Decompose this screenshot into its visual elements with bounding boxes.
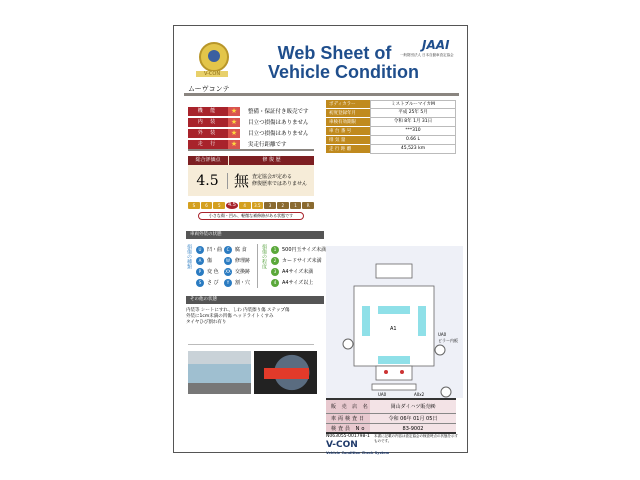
damage-size-text: 500円玉サイズ未満 bbox=[282, 247, 327, 253]
spec-value: ***310 bbox=[370, 127, 456, 136]
title-line-2: Vehicle Condition bbox=[268, 62, 420, 82]
scale-step: 2 bbox=[277, 202, 289, 209]
jaai-logo: JAAI bbox=[422, 38, 450, 52]
scale-step: 4 bbox=[239, 202, 251, 209]
star-icon: ★ bbox=[228, 107, 240, 116]
other-condition-line: 外装に1cm未満の凹傷 ヘッドライトくすみ bbox=[186, 314, 274, 319]
damage-type-item bbox=[196, 266, 224, 277]
divider bbox=[188, 149, 314, 151]
disclaimer: 本書に記載の内容は査定協会の検査時点の状態を示すものです。 bbox=[374, 434, 458, 443]
vcon-brand: V-CON bbox=[326, 440, 358, 450]
grade-text: 実走行距離です bbox=[248, 142, 287, 148]
dealer-value: 83-9002 bbox=[370, 424, 456, 432]
org-subtitle: 一般財団法人 日本自動車査定協会 bbox=[400, 53, 454, 57]
condition-sheet bbox=[173, 25, 468, 453]
scale-step: 3 bbox=[264, 202, 276, 209]
damage-type-text: 修理跡 bbox=[235, 258, 251, 264]
damage-code-icon: XX bbox=[225, 268, 231, 274]
page-title bbox=[250, 44, 419, 82]
spec-label: 車検有効期限 bbox=[326, 118, 370, 127]
damage-label: ピラー内板 bbox=[438, 338, 458, 343]
size-code-icon: 2 bbox=[271, 257, 279, 265]
damage-size-label: 損傷の程度 bbox=[261, 244, 267, 269]
damage-type-text: 交換跡 bbox=[235, 269, 251, 275]
spec-value: 令和 8年 1月 31日 bbox=[370, 118, 456, 127]
damage-type-item bbox=[196, 277, 224, 288]
damage-type-item bbox=[224, 255, 254, 266]
damage-type-item bbox=[196, 255, 224, 266]
spec-value: ミストブルーマイカM bbox=[370, 100, 456, 109]
damage-size-item bbox=[271, 244, 326, 255]
other-title: その他の状態 bbox=[186, 296, 324, 304]
scale-step: R bbox=[302, 202, 314, 209]
damage-code-icon: P bbox=[196, 268, 204, 276]
other-condition-line: タイヤひび割れ有り bbox=[186, 320, 227, 325]
spec-row bbox=[326, 100, 456, 109]
grade-label: 機 能 bbox=[188, 107, 228, 116]
scale-step: S bbox=[188, 202, 200, 209]
dealer-label: 販 売 店 名 bbox=[326, 400, 370, 413]
spec-value: 0.66 L bbox=[370, 136, 456, 145]
grade-row bbox=[188, 139, 314, 149]
repair-text: 修復歴車ではありません bbox=[252, 180, 308, 187]
damage-type-text: 傷 bbox=[207, 258, 213, 264]
grade-row bbox=[188, 106, 314, 116]
size-code-icon: 1 bbox=[271, 246, 279, 254]
damage-type-text: さ び bbox=[207, 280, 219, 286]
star-icon: ★ bbox=[228, 118, 240, 127]
scale-step: 5 bbox=[213, 202, 225, 209]
spec-value: 45,523 km bbox=[370, 145, 456, 154]
damage-code-icon: Y bbox=[224, 279, 232, 287]
damage-type-text: 割・穴 bbox=[235, 280, 251, 286]
dealer-label: 車両検査日 bbox=[326, 414, 370, 423]
damage-code-icon: W bbox=[224, 257, 232, 265]
score-value: 4.5 bbox=[188, 173, 228, 189]
damage-type-item bbox=[224, 277, 254, 288]
damage-type-item bbox=[196, 244, 224, 255]
damage-size-text: カードサイズ未満 bbox=[282, 258, 322, 264]
vehicle-outline-diagram bbox=[326, 246, 463, 398]
repair-mark: 無 bbox=[234, 172, 250, 190]
other-condition-line: 内装等 シートにすれ、しわ 内装擦り傷 ステップ傷 bbox=[186, 308, 290, 313]
divider bbox=[184, 93, 459, 96]
spec-row bbox=[326, 127, 456, 136]
damage-diagram bbox=[326, 246, 463, 398]
star-icon: ★ bbox=[228, 140, 240, 149]
dealer-row bbox=[326, 414, 456, 424]
dealer-label: 検査員 No bbox=[326, 424, 370, 432]
damage-code-icon: U bbox=[196, 246, 204, 254]
damage-code-icon: S bbox=[196, 279, 204, 287]
damage-type-item bbox=[224, 266, 254, 277]
damage-label: A0x2 bbox=[414, 392, 425, 397]
spec-row bbox=[326, 145, 456, 154]
vehicle-photo[interactable] bbox=[188, 351, 251, 394]
vcon-seal-logo bbox=[199, 42, 229, 72]
grade-label: 外 装 bbox=[188, 129, 228, 138]
legend-section bbox=[186, 231, 327, 326]
damage-label: A1 bbox=[390, 326, 397, 332]
logo-ribbon: V-CON bbox=[196, 71, 228, 77]
spec-label: 車 台 番 号 bbox=[326, 127, 370, 136]
scale-step: 4.5 bbox=[227, 202, 236, 208]
repair-text: 査定協会が定める bbox=[252, 173, 293, 180]
damage-code-icon: A bbox=[196, 257, 204, 265]
size-code-icon: 4 bbox=[271, 279, 279, 287]
damage-type-text: 凹・曲 bbox=[207, 247, 223, 253]
star-icon: ★ bbox=[228, 129, 240, 138]
damage-size-text: A4サイズ以上 bbox=[282, 280, 314, 286]
damage-size-item bbox=[271, 266, 326, 277]
damage-label: UA0 bbox=[438, 332, 447, 337]
spec-label: ボディカラー bbox=[326, 100, 370, 109]
score-note: 小さな傷・凹み、軽微な補修跡がある状態です bbox=[198, 212, 304, 220]
grade-row bbox=[188, 117, 314, 127]
odometer-photo[interactable] bbox=[254, 351, 317, 394]
damage-size-item bbox=[271, 277, 326, 288]
spec-label: 排 気 量 bbox=[326, 136, 370, 145]
repair-label: 修 復 歴 bbox=[229, 156, 314, 165]
odometer-display bbox=[264, 368, 309, 379]
spec-row bbox=[326, 136, 456, 145]
spec-value: 平成 25年 5月 bbox=[370, 109, 456, 118]
spec-label: 走 行 距 離 bbox=[326, 145, 370, 154]
damage-type-text: 腐 食 bbox=[235, 247, 247, 253]
grade-label: 走 行 bbox=[188, 140, 228, 149]
damage-type-item bbox=[224, 244, 254, 255]
scale-step: 1 bbox=[290, 202, 302, 209]
score-label: 総合評価点 bbox=[188, 156, 228, 165]
grade-text: 整備・保証付き販売です bbox=[248, 109, 309, 115]
grade-row bbox=[188, 128, 314, 138]
spec-row bbox=[326, 118, 456, 127]
damage-label: UA0 bbox=[378, 392, 387, 397]
spec-label: 初度登録年月 bbox=[326, 109, 370, 118]
size-code-icon: 3 bbox=[271, 268, 279, 276]
dealer-row bbox=[326, 400, 456, 414]
damage-size-item bbox=[271, 255, 326, 266]
damage-code-icon: C bbox=[224, 246, 232, 254]
dealer-row bbox=[326, 424, 456, 434]
dealer-value: 岡山ダイハツ販売㈱ bbox=[370, 400, 456, 413]
dealer-table bbox=[326, 398, 456, 434]
grade-text: 目立つ損傷はありません bbox=[248, 120, 309, 126]
document-number: N063055-001798-1 bbox=[326, 434, 370, 439]
grade-label: 内 装 bbox=[188, 118, 228, 127]
grade-text: 目立つ損傷はありません bbox=[248, 131, 309, 137]
vcon-brand-subtitle: Vehicle Condition Check System bbox=[326, 451, 390, 455]
scale-step: 6 bbox=[201, 202, 213, 209]
title-line-1: Web Sheet of bbox=[277, 43, 392, 63]
score-box bbox=[188, 156, 314, 196]
score-scale bbox=[188, 202, 314, 209]
damage-type-label: 損傷の種類 bbox=[186, 244, 192, 269]
legend-title: 車両外装の状態 bbox=[186, 231, 324, 239]
spec-row bbox=[326, 109, 456, 118]
dealer-value: 令和 06年 01月 05日 bbox=[370, 414, 456, 423]
car-name: ムーヴコンテ bbox=[188, 85, 230, 93]
scale-step: 3.5 bbox=[252, 202, 264, 209]
damage-size-text: A4サイズ未満 bbox=[282, 269, 314, 275]
damage-type-text: 変 色 bbox=[207, 269, 219, 275]
divider bbox=[188, 344, 314, 345]
score-header bbox=[188, 156, 314, 165]
